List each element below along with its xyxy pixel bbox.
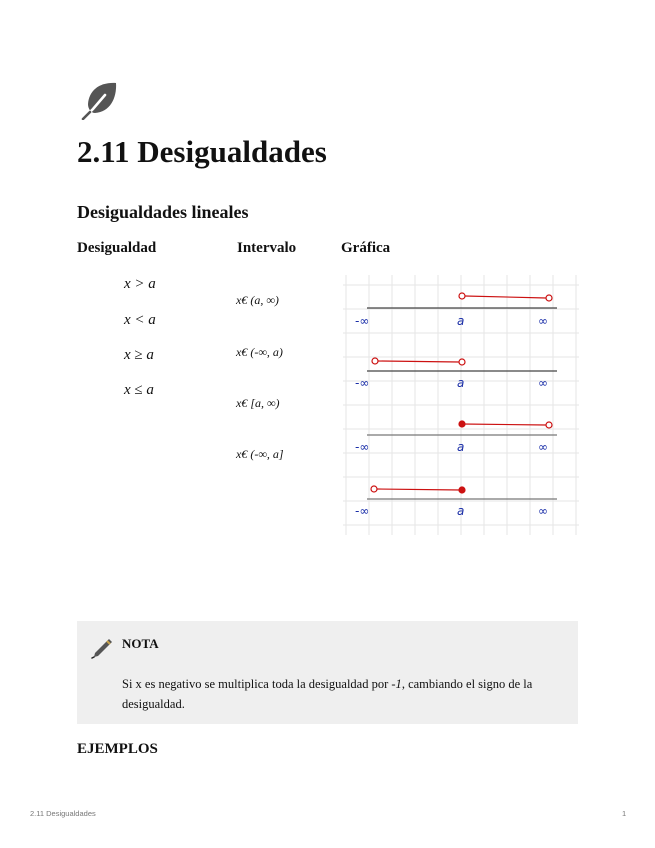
label-neg-infinity: -∞ xyxy=(355,376,370,390)
header-grafica: Gráfica xyxy=(341,240,391,256)
interval-segment xyxy=(465,296,546,298)
closed-endpoint-a xyxy=(459,421,465,427)
label-neg-infinity: -∞ xyxy=(355,314,370,328)
pencil-icon xyxy=(91,637,113,659)
graph-row-4 xyxy=(355,486,557,518)
label-neg-infinity: -∞ xyxy=(355,504,370,518)
open-endpoint-a xyxy=(459,359,465,365)
leaf-icon xyxy=(80,80,120,120)
note-text-neg: -1 xyxy=(391,677,402,691)
label-a: a xyxy=(457,504,465,518)
footer-page-number: 1 xyxy=(622,809,627,818)
open-endpoint-neg-infinity xyxy=(372,358,378,364)
section-subtitle: Desigualdades lineales xyxy=(77,202,249,222)
header-desigualdad: Desigualdad xyxy=(77,240,157,256)
interval-graph xyxy=(343,275,581,537)
label-a: a xyxy=(457,376,465,390)
header-intervalo: Intervalo xyxy=(237,240,297,256)
label-pos-infinity: ∞ xyxy=(538,440,548,454)
interval-segment xyxy=(377,489,461,490)
graph-row-3 xyxy=(355,421,557,454)
interval-4: x€ (-∞, a] xyxy=(236,447,284,461)
note-box xyxy=(77,621,578,724)
open-endpoint-infinity xyxy=(546,295,552,301)
interval-3: x€ [a, ∞) xyxy=(236,396,280,410)
inequality-less: x < a xyxy=(124,312,156,328)
label-neg-infinity: -∞ xyxy=(355,440,370,454)
note-text-after: , cambiando el signo de la desigualdad. xyxy=(122,677,533,711)
label-a: a xyxy=(457,440,465,454)
open-endpoint-a xyxy=(459,293,465,299)
interval-2: x€ (-∞, a) xyxy=(236,345,283,359)
examples-heading: EJEMPLOS xyxy=(77,741,158,757)
graph-row-2 xyxy=(355,358,557,390)
inequality-less-equal: x ≤ a xyxy=(124,382,154,398)
label-pos-infinity: ∞ xyxy=(538,504,548,518)
note-title: NOTA xyxy=(122,636,159,651)
inequality-greater: x > a xyxy=(124,276,156,292)
page-title: 2.11 Desigualdades xyxy=(77,134,327,169)
open-endpoint-neg-infinity xyxy=(371,486,377,492)
inequality-greater-equal: x ≥ a xyxy=(124,347,154,363)
interval-1: x€ (a, ∞) xyxy=(236,293,279,307)
note-text xyxy=(122,674,552,714)
open-endpoint-infinity xyxy=(546,422,552,428)
interval-segment xyxy=(378,361,459,362)
footer-section-title: 2.11 Desigualdades xyxy=(30,809,96,818)
interval-segment xyxy=(462,424,546,425)
graph-row-1 xyxy=(355,293,557,328)
label-a: a xyxy=(457,314,465,328)
note-text-before: Si x es negativo se multiplica toda la desigualdad por xyxy=(122,677,392,691)
closed-endpoint-a xyxy=(459,487,465,493)
label-pos-infinity: ∞ xyxy=(538,376,548,390)
label-pos-infinity: ∞ xyxy=(538,314,548,328)
